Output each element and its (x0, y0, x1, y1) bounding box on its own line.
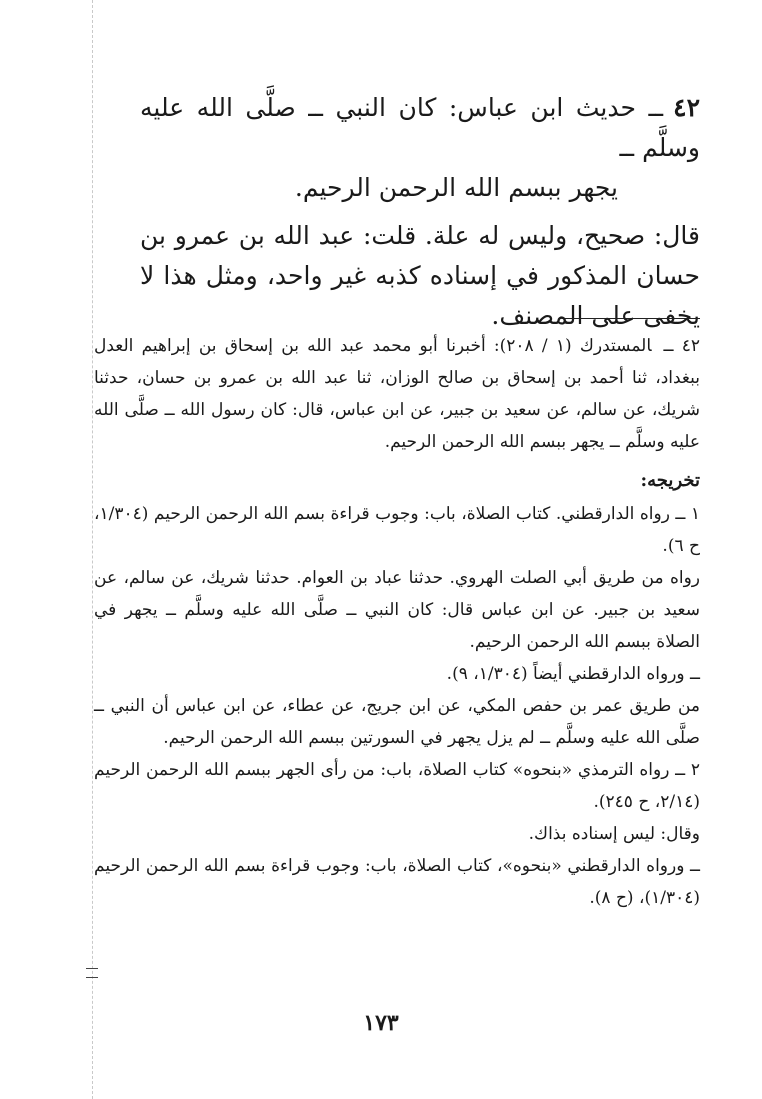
footnote-paragraph: من طريق عمر بن حفص المكي، عن ابن جريج، عن عطاء، عن ابن عباس أن النبي ــ صلَّى الله عليه وسلَّم ــ لم يزل يجهر في السورتين ببسم الله الرحمن الرحيم. (94, 696, 700, 748)
footnote-paragraph: وقال: ليس إسناده بذاك. (528, 824, 700, 844)
footnote-paragraph: ٢ ــ رواه الترمذي «بنحوه» كتاب الصلاة، باب: من رأى الجهر ببسم الله الرحمن الرحيم (٢/١٤، ح ٢٤٥). (94, 760, 700, 812)
entry-comment: قال: صحيح، وليس له علة. قلت: عبد الله بن عمرو بن حسان المذكور في إسناده كذبه غير واحد، ومثل هذا لا يخفى على المصنف. (140, 221, 700, 330)
page-number: ١٧٣ (363, 1010, 399, 1036)
margin-rule (92, 0, 93, 1099)
footnote-number: ٤٢ ــ (663, 336, 700, 356)
footnote-section (94, 330, 700, 914)
footnote-separator (565, 318, 700, 319)
footnote-intro-paragraph (94, 330, 700, 458)
entry (140, 88, 700, 208)
main-text (140, 88, 700, 336)
entry-first-line (140, 88, 700, 168)
footnote-paragraph: ١ ــ رواه الدارقطني. كتاب الصلاة، باب: وجوب قراءة بسم الله الرحمن الرحيم (١/٣٠٤، ح ٦). (94, 504, 700, 556)
footnote-paragraph: رواه من طريق أبي الصلت الهروي. حدثنا عباد بن العوام. حدثنا شريك، عن سالم، عن سعيد بن جبير. عن ابن عباس قال: كان النبي ــ صلَّى الله عليه وسلَّم ــ يجهر في الصلاة ببسم الله الرحمن الرحيم. (94, 568, 700, 652)
entry-number: ٤٢ (673, 93, 700, 122)
footnote-paragraph: ــ ورواه الدارقطني «بنحوه»، كتاب الصلاة، باب: وجوب قراءة بسم الله الرحمن الرحيم (١/٣٠٤)، (ح ٨). (94, 856, 700, 908)
takhrij-heading: تخريجه: (640, 470, 700, 491)
margin-mark (86, 968, 98, 978)
footnote-paragraph: ــ ورواه الدارقطني أيضاً (١/٣٠٤، ٩). (446, 664, 700, 684)
entry-hadith-line2: يجهر ببسم الله الرحمن الرحيم. (294, 173, 618, 202)
footnote-intro: المستدرك (١ / ٢٠٨): أخبرنا أبو محمد عبد الله بن إسحاق بن إبراهيم العدل ببغداد، ثنا أحمد بن إسحاق بن صالح الوزان، ثنا عبد الله بن عمرو بن حسان، حدثنا شريك، عن سالم، عن سعيد بن جبير، عن ابن عباس، قال: كان رسول الله ــ صلَّى الله عليه وسلَّم ــ يجهر ببسم الله الرحمن الرحيم. (94, 336, 700, 452)
entry-hadith-line1: ــ حديث ابن عباس: كان النبي ــ صلَّى الله عليه وسلَّم ــ (140, 93, 700, 162)
